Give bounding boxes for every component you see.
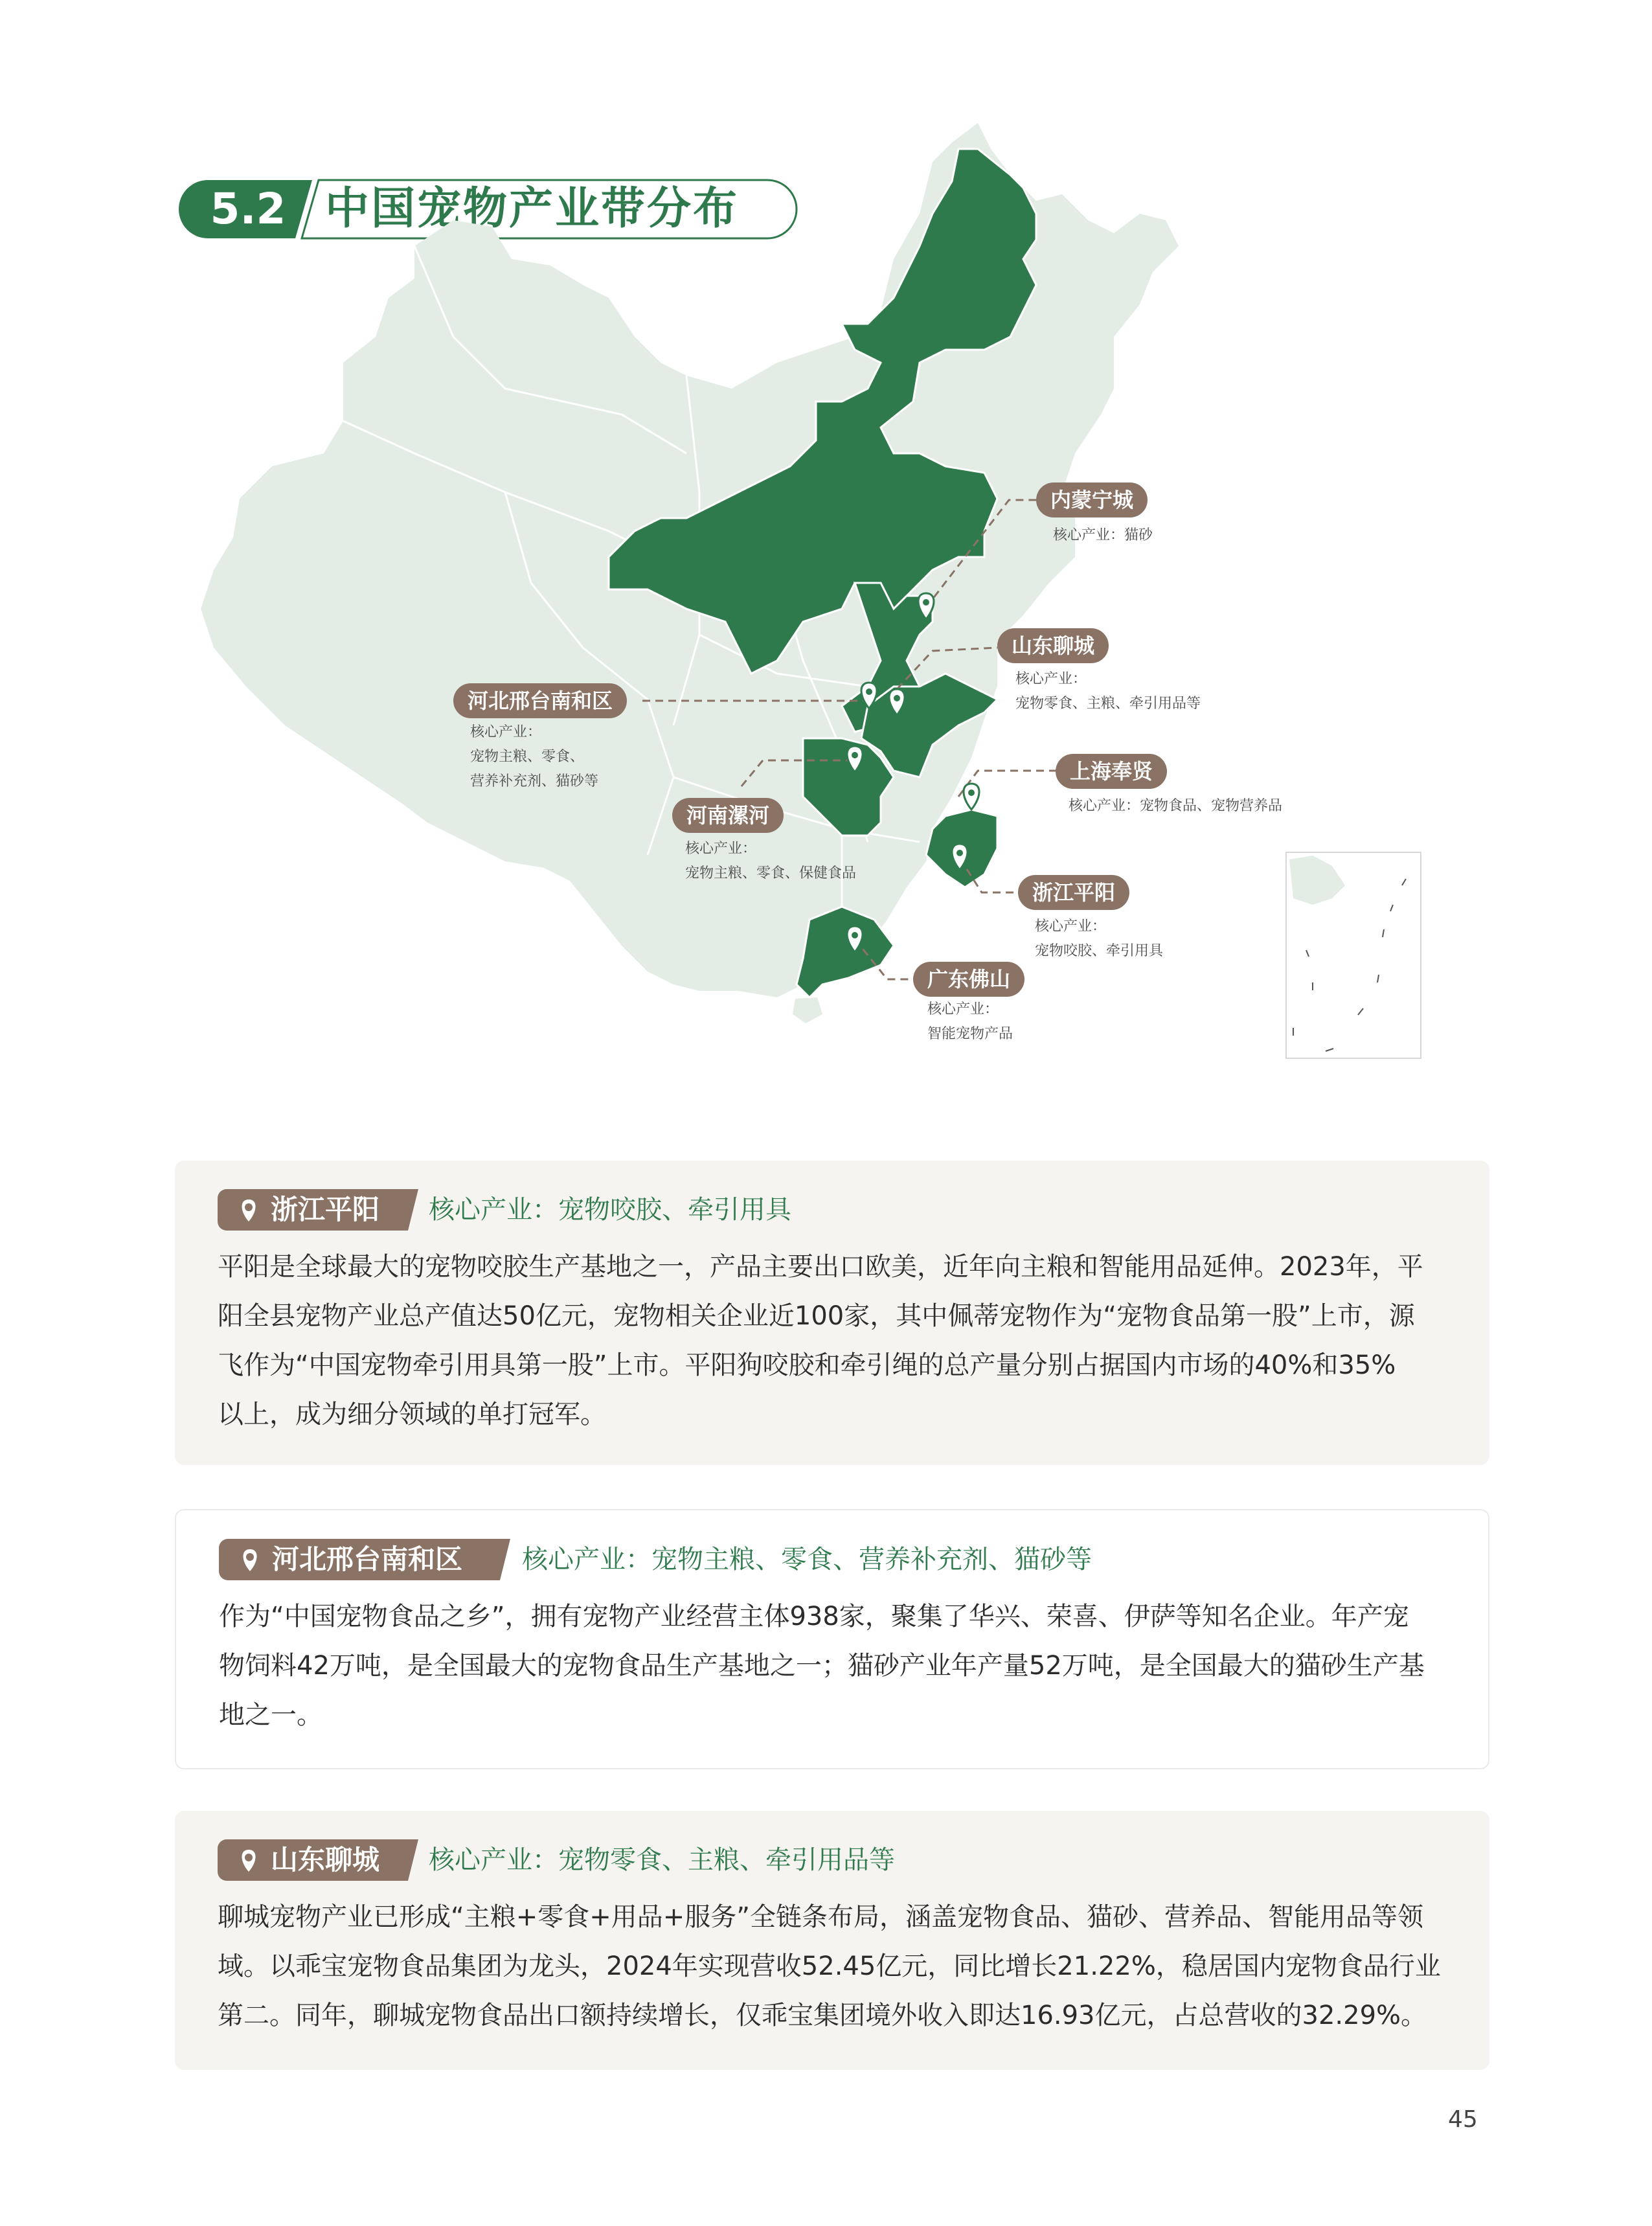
body-line: 阳全县宠物产业总产值达50亿元，宠物相关企业近100家，其中佩蒂宠物作为“宠物食品第一股”上市，源 xyxy=(218,1301,1415,1331)
body-line: 以上，成为细分领域的单打冠军。 xyxy=(218,1400,606,1429)
info-card-zhejiang-pingyang xyxy=(175,1161,1489,1465)
map-label-zhejiang-pingyang: 浙江平阳 xyxy=(1018,875,1129,910)
body-line: 聊城宠物产业已形成“主粮+零食+用品+服务”全链条布局，涵盖宠物食品、猫砂、营养品、智能用品等领 xyxy=(218,1902,1423,1932)
body-line: 作为“中国宠物食品之乡”，拥有宠物产业经营主体938家，聚集了华兴、荣喜、伊萨等知名企业。年产宠 xyxy=(219,1602,1409,1631)
body-line: 平阳是全球最大的宠物咬胶生产基地之一，产品主要出口欧美，近年向主粮和智能用品延伸。2023年，平 xyxy=(218,1252,1423,1282)
core-industry: 核心产业：宠物咬胶、牵引用具 xyxy=(429,1195,791,1225)
location-badge xyxy=(218,1839,418,1881)
map-label-shanghai-fengxian: 上海奉贤 xyxy=(1056,754,1167,789)
note-line: 营养补充剂、猫砂等 xyxy=(470,773,599,789)
map-label-shandong-liaocheng: 山东聊城 xyxy=(997,628,1109,663)
info-card-hebei-xingtai xyxy=(175,1509,1489,1769)
badge-place: 河北邢台南和区 xyxy=(272,1543,463,1575)
body-line: 地之一。 xyxy=(219,1700,322,1730)
note-line: 宠物零食、主粮、牵引用品等 xyxy=(1015,696,1201,712)
map-note-hebei-xingtai xyxy=(470,720,598,794)
note-line: 核心产业： xyxy=(1035,918,1107,935)
body-line: 物饲料42万吨，是全国最大的宠物食品生产基地之一；猫砂产业年产量52万吨，是全国最大的猫砂生产基 xyxy=(219,1651,1425,1681)
card-body xyxy=(219,1592,1449,1740)
location-pin-icon xyxy=(236,1545,264,1574)
map-note-neimeng-ningcheng xyxy=(1053,523,1153,548)
core-industry: 核心产业：宠物零食、主粮、牵引用品等 xyxy=(429,1845,895,1875)
map-note-zhejiang-pingyang xyxy=(1035,914,1163,964)
map-label-neimeng-ningcheng: 内蒙宁城 xyxy=(1036,483,1148,517)
map-label-guangdong-foshan: 广东佛山 xyxy=(913,962,1024,997)
badge-place: 浙江平阳 xyxy=(271,1194,380,1225)
note-line: 智能宠物产品 xyxy=(927,1026,1013,1042)
location-pin-icon xyxy=(234,1196,263,1224)
pin-icon xyxy=(964,784,979,810)
section-title: 中国宠物产业带分布 xyxy=(325,183,740,234)
location-badge xyxy=(219,1539,510,1580)
note-line: 核心产业： xyxy=(470,724,542,740)
body-line: 第二。同年，聊城宠物食品出口额持续增长，仅乖宝集团境外收入即达16.93亿元，占总营收的32.29%。 xyxy=(218,2001,1427,2030)
inset-map xyxy=(1287,853,1420,1058)
map-note-henan-luohe xyxy=(685,837,856,886)
map-label-henan-luohe: 河南漯河 xyxy=(672,798,784,833)
badge-place: 山东聊城 xyxy=(271,1844,380,1876)
body-line: 飞作为“中国宠物牵引用具第一股”上市。平阳狗咬胶和牵引绳的总产量分别占据国内市场的40%和35% xyxy=(218,1350,1396,1380)
page-number: 45 xyxy=(1448,2106,1478,2133)
core-industry: 核心产业：宠物主粮、零食、营养补充剂、猫砂等 xyxy=(522,1545,1092,1574)
location-badge xyxy=(218,1189,418,1231)
note-line: 宠物主粮、零食、保健食品 xyxy=(685,865,857,881)
location-pin-icon xyxy=(234,1846,263,1874)
south-china-sea-inset xyxy=(1285,852,1421,1059)
note-line: 宠物咬胶、牵引用具 xyxy=(1035,943,1164,959)
info-card-shandong-liaocheng xyxy=(175,1811,1489,2070)
map-note-guangdong-foshan xyxy=(927,997,1013,1047)
card-body xyxy=(218,1242,1448,1439)
note-line: 核心产业： xyxy=(685,841,757,857)
map-note-shandong-liaocheng xyxy=(1015,667,1201,716)
note-line: 核心产业： xyxy=(927,1001,999,1017)
card-body xyxy=(218,1892,1448,2040)
map-label-hebei-xingtai: 河北邢台南和区 xyxy=(453,683,627,718)
note-line: 核心产业：猫砂 xyxy=(1053,527,1153,543)
note-line: 核心产业：宠物食品、宠物营养品 xyxy=(1069,798,1283,814)
map-note-shanghai-fengxian xyxy=(1069,794,1282,819)
note-line: 宠物主粮、零食、 xyxy=(470,749,585,765)
hainan-island xyxy=(793,997,822,1023)
note-line: 核心产业： xyxy=(1015,671,1087,687)
section-number: 5.2 xyxy=(210,184,286,234)
body-line: 域。以乖宝宠物食品集团为龙头，2024年实现营收52.45亿元，同比增长21.22%，稳居国内宠物食品行业 xyxy=(218,1951,1441,1981)
